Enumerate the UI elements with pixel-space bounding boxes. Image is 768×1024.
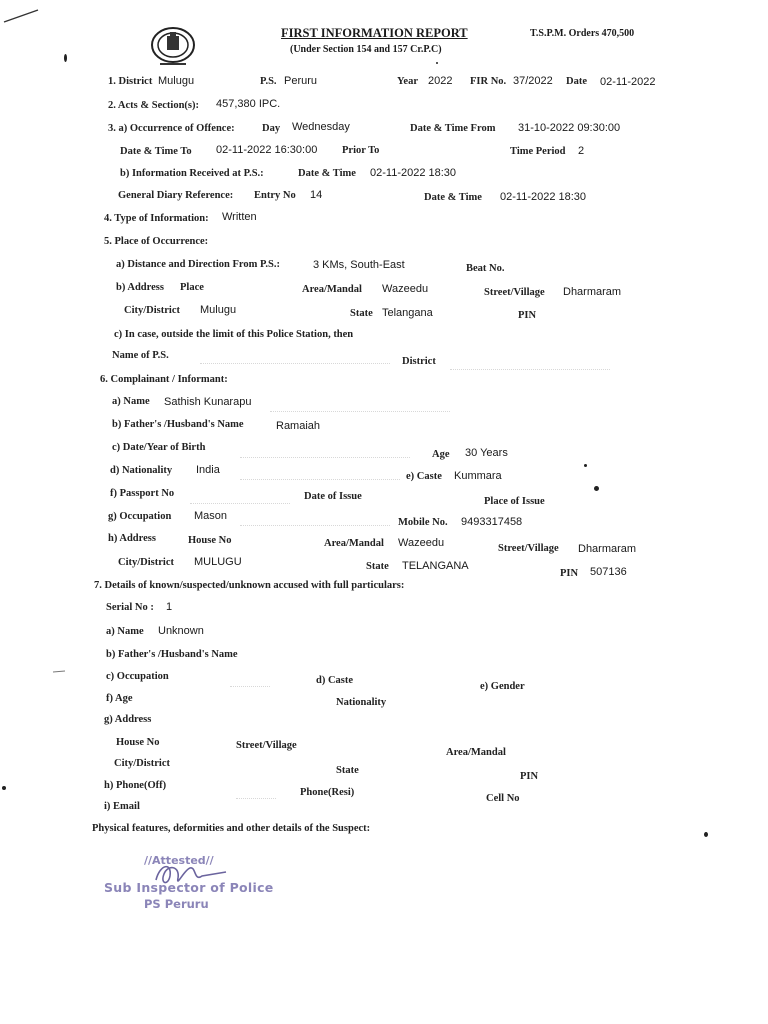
attested-stamp: //Attested//	[144, 854, 214, 867]
page-title: FIRST INFORMATION REPORT	[281, 26, 468, 40]
fir-date-value: 02-11-2022	[600, 76, 656, 88]
year-label: Year	[397, 76, 418, 87]
serial-label: Serial No :	[106, 602, 154, 613]
fir-date-label: Date	[566, 76, 587, 87]
occurrence-label: 3. a) Occurrence of Offence:	[108, 123, 235, 134]
mobile-value: 9493317458	[461, 516, 523, 528]
state-label: State	[350, 308, 373, 319]
orders-ref: T.S.P.M. Orders 470,500	[530, 28, 635, 39]
fir-value: 37/2022	[513, 75, 553, 87]
area-value: Wazeedu	[382, 283, 429, 295]
accused-city-label: City/District	[114, 758, 170, 769]
complainant-area-label: Area/Mandal	[324, 538, 384, 549]
age-value: 30 Years	[465, 447, 508, 459]
dob-label: c) Date/Year of Birth	[112, 442, 206, 453]
district-other-line	[450, 368, 610, 370]
passport-label: f) Passport No	[110, 488, 175, 499]
father-label: b) Father's /Husband's Name	[112, 419, 244, 430]
accused-street-label: Street/Village	[236, 740, 297, 751]
accused-area-label: Area/Mandal	[446, 747, 506, 758]
complainant-label: 6. Complainant / Informant:	[100, 374, 228, 385]
serial-value: 1	[166, 601, 173, 613]
accused-caste-label: d) Caste	[316, 675, 354, 686]
acts-label: 2. Acts & Section(s):	[108, 100, 199, 111]
complainant-area-value: Wazeedu	[398, 537, 445, 549]
info-type-label: 4. Type of Information:	[104, 213, 209, 224]
acts-value: 457,380 IPC.	[216, 98, 281, 110]
gd-dt-value: 02-11-2022 18:30	[500, 191, 587, 203]
to-label: Date & Time To	[120, 146, 192, 157]
nationality-value: India	[196, 464, 220, 476]
info-received-label: b) Information Received at P.S.:	[120, 168, 264, 179]
accused-details-label: 7. Details of known/suspected/unknown accused with full particulars:	[94, 580, 405, 591]
stamp-station: PS Peruru	[144, 897, 209, 911]
info-dt-label: Date & Time	[298, 168, 356, 179]
scan-speck	[64, 54, 67, 62]
issue-date-label: Date of Issue	[304, 491, 362, 502]
scan-speck	[436, 62, 438, 64]
day-label: Day	[262, 123, 281, 134]
pin-label: PIN	[518, 310, 537, 321]
accused-age-label: f) Age	[106, 693, 133, 704]
distance-label: a) Distance and Direction From P.S.:	[116, 259, 281, 270]
phone-res-label: Phone(Resi)	[300, 787, 355, 798]
scan-speck	[584, 464, 587, 467]
stamp-designation: Sub Inspector of Police	[104, 880, 274, 895]
period-label: Time Period	[510, 146, 566, 157]
occupation-line	[240, 524, 390, 526]
scan-mark-top-left	[2, 8, 42, 28]
from-value: 31-10-2022 09:30:00	[518, 122, 621, 134]
place-occurrence-label: 5. Place of Occurrence:	[104, 236, 209, 247]
distance-value: 3 KMs, South-East	[313, 259, 405, 271]
scan-mark-left	[52, 660, 66, 679]
prior-label: Prior To	[342, 145, 380, 156]
day-value: Wednesday	[292, 121, 350, 133]
gd-label: General Diary Reference:	[118, 190, 234, 201]
complainant-street-value: Dharmaram	[578, 543, 637, 555]
place-label: Place	[180, 282, 204, 293]
caste-value: Kummara	[454, 470, 502, 482]
state-value: Telangana	[382, 307, 433, 319]
accused-name-label: a) Name	[106, 626, 144, 637]
complainant-address-label: h) Address	[108, 533, 156, 544]
accused-occupation-label: c) Occupation	[106, 671, 169, 682]
email-label: i) Email	[104, 801, 140, 812]
complainant-city-label: City/District	[118, 557, 174, 568]
info-type-value: Written	[222, 211, 257, 223]
complainant-street-label: Street/Village	[498, 543, 559, 554]
passport-line	[190, 502, 290, 504]
outside-limit-label: c) In case, outside the limit of this Police Station, then	[114, 329, 354, 340]
district-other-label: District	[402, 356, 436, 367]
district-value: Mulugu	[158, 75, 195, 87]
accused-address-label: g) Address	[104, 714, 152, 725]
scan-speck	[704, 832, 708, 837]
complainant-name-label: a) Name	[112, 396, 150, 407]
complainant-city-value: MULUGU	[194, 556, 242, 568]
scan-speck	[594, 486, 599, 491]
address-label: b) Address	[116, 282, 164, 293]
complainant-pin-value: 507136	[590, 566, 627, 578]
police-emblem	[150, 26, 196, 70]
mobile-label: Mobile No.	[398, 517, 448, 528]
accused-nationality-label: Nationality	[336, 697, 387, 708]
caste-label: e) Caste	[406, 471, 442, 482]
complainant-name-value: Sathish Kunarapu	[164, 396, 252, 408]
entry-value: 14	[310, 189, 323, 201]
place-issue-label: Place of Issue	[484, 496, 545, 507]
age-label: Age	[432, 449, 450, 460]
accused-name-value: Unknown	[158, 625, 204, 637]
dob-line	[240, 456, 410, 458]
nationality-label: d) Nationality	[110, 465, 173, 476]
district-label: 1. District	[108, 76, 153, 87]
street-value: Dharmaram	[563, 286, 622, 298]
complainant-state-value: TELANGANA	[402, 560, 469, 572]
name-line	[270, 410, 450, 412]
to-value: 02-11-2022 16:30:00	[216, 144, 318, 156]
accused-house-label: House No	[116, 737, 160, 748]
cell-label: Cell No	[486, 793, 520, 804]
info-dt-value: 02-11-2022 18:30	[370, 167, 457, 179]
scan-speck	[2, 786, 6, 790]
phone-off-label: h) Phone(Off)	[104, 780, 167, 791]
occupation-value: Mason	[194, 510, 228, 522]
fir-label: FIR No.	[470, 76, 507, 87]
city-value: Mulugu	[200, 304, 237, 316]
from-label: Date & Time From	[410, 123, 496, 134]
accused-occupation-line	[230, 685, 270, 687]
period-value: 2	[578, 145, 585, 157]
gd-dt-label: Date & Time	[424, 192, 482, 203]
name-of-ps-line	[200, 362, 390, 364]
ps-label: P.S.	[260, 76, 277, 87]
year-value: 2022	[428, 75, 453, 87]
page-subtitle: (Under Section 154 and 157 Cr.P.C)	[290, 44, 442, 55]
nationality-line	[240, 478, 400, 480]
accused-state-label: State	[336, 765, 359, 776]
house-label: House No	[188, 535, 232, 546]
beat-label: Beat No.	[466, 263, 505, 274]
physical-features-label: Physical features, deformities and other details of the Suspect:	[92, 823, 371, 834]
complainant-pin-label: PIN	[560, 568, 579, 579]
phone-off-line	[236, 797, 276, 799]
entry-label: Entry No	[254, 190, 296, 201]
area-label: Area/Mandal	[302, 284, 362, 295]
name-of-ps-label: Name of P.S.	[112, 350, 169, 361]
street-label: Street/Village	[484, 287, 545, 298]
accused-pin-label: PIN	[520, 771, 539, 782]
father-value: Ramaiah	[276, 420, 321, 432]
accused-gender-label: e) Gender	[480, 681, 525, 692]
occupation-label: g) Occupation	[108, 511, 172, 522]
complainant-state-label: State	[366, 561, 389, 572]
accused-father-label: b) Father's /Husband's Name	[106, 649, 238, 660]
city-label: City/District	[124, 305, 180, 316]
ps-value: Peruru	[284, 75, 318, 87]
